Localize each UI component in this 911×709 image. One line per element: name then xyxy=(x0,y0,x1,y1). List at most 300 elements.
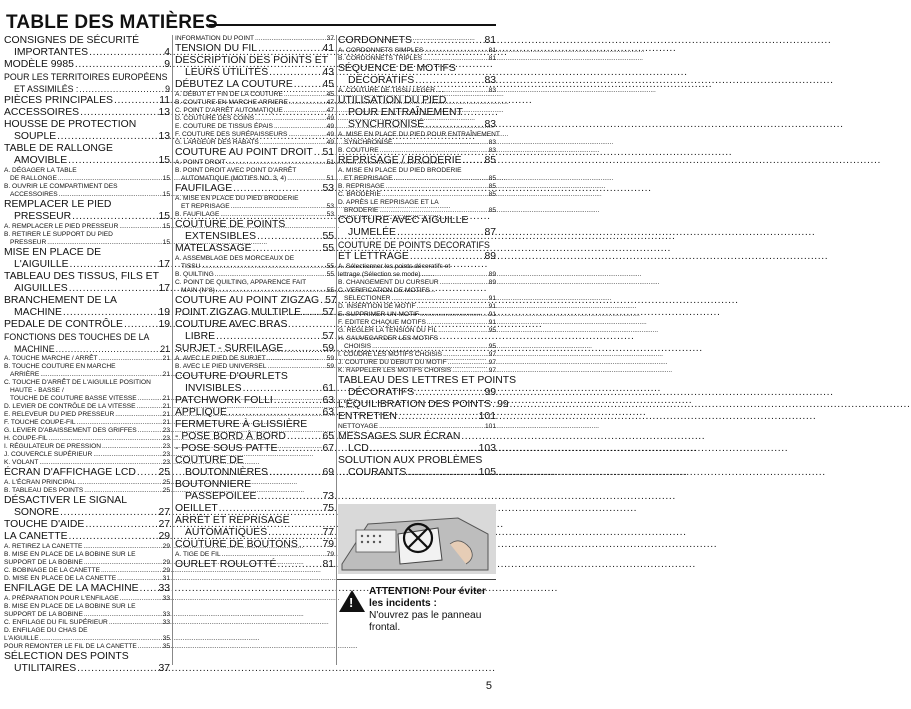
toc-leader-dots xyxy=(75,59,163,71)
toc-entry-page: 21 xyxy=(162,395,170,402)
toc-entry-label: E. COUTURE DE TISSUS ÉPAIS xyxy=(175,123,273,130)
toc-entry-label: C. ENFILAGE DU FIL SUPÉRIEUR xyxy=(4,619,108,626)
toc-entry-label: B. CHANGEMENT DU CURSEUR xyxy=(338,279,439,286)
toc-leader-dots xyxy=(59,191,162,199)
toc-entry-label: CORDONNETS xyxy=(338,35,412,46)
toc-leader-dots xyxy=(85,519,157,531)
toc-entry-page: 75 xyxy=(322,503,334,514)
toc-entry xyxy=(338,107,496,119)
toc-entry xyxy=(4,387,170,395)
toc-entry-label: HOUSSE DE PROTECTION xyxy=(4,119,137,130)
toc-entry-page: 49 xyxy=(326,123,334,130)
toc-entry-label: ÉCRAN D'AFFICHAGE LCD xyxy=(4,467,136,478)
toc-entry xyxy=(175,211,334,219)
toc-entry xyxy=(175,443,334,455)
toc-entry-page: 83 xyxy=(488,147,496,154)
toc-entry-label: ET REPRISAGE xyxy=(344,175,393,182)
toc-entry-page: 45 xyxy=(326,91,334,98)
toc-entry xyxy=(338,271,496,279)
toc-entry xyxy=(4,155,170,167)
toc-entry-page: 85 xyxy=(488,183,496,190)
toc-leader-dots xyxy=(443,351,488,359)
toc-leader-dots xyxy=(77,663,157,675)
toc-entry xyxy=(175,355,334,363)
toc-entry xyxy=(4,199,170,211)
toc-entry-page: 29 xyxy=(158,531,170,542)
toc-entry xyxy=(175,67,334,79)
toc-leader-dots xyxy=(115,411,161,419)
toc-entry xyxy=(175,159,334,167)
toc-entry-page: 25 xyxy=(162,479,170,486)
toc-entry-page: 65 xyxy=(322,431,334,442)
toc-entry xyxy=(175,407,334,419)
toc-entry-label: B. COUTURE EN MARCHE ARRIERE xyxy=(175,99,288,106)
toc-entry-label: C. TOUCHE D'ARRÊT DE L'AIGUILLE POSITION xyxy=(4,379,151,386)
toc-entry-label: lettrage (Sélection se mode) xyxy=(338,271,421,278)
toc-entry-page: 37 xyxy=(326,35,334,42)
toc-leader-dots xyxy=(201,263,325,271)
toc-leader-dots xyxy=(69,531,158,543)
toc-entry-label: OURLET ROULOTTÉ xyxy=(175,559,277,570)
toc-leader-dots xyxy=(84,611,162,619)
toc-leader-dots xyxy=(463,155,484,167)
toc-entry xyxy=(338,375,517,387)
toc-entry-page: 9 xyxy=(164,59,170,70)
toc-entry xyxy=(338,95,496,107)
toc-entry xyxy=(338,251,496,263)
toc-entry xyxy=(175,167,334,175)
toc-entry-page: 47 xyxy=(326,99,334,106)
toc-leader-dots xyxy=(138,643,162,651)
toc-entry-label: B. QUILTING xyxy=(175,271,214,278)
toc-entry-page: 21 xyxy=(162,411,170,418)
toc-entry-label: DE RALLONGE xyxy=(10,175,57,182)
toc-leader-dots xyxy=(233,183,321,195)
toc-entry-page: 33 xyxy=(162,611,170,618)
toc-entry-page: 101 xyxy=(478,411,496,422)
toc-leader-dots xyxy=(39,459,161,467)
toc-entry xyxy=(338,431,496,443)
toc-leader-dots xyxy=(120,595,162,603)
toc-leader-dots xyxy=(320,295,324,307)
toc-entry xyxy=(4,371,170,379)
toc-leader-dots xyxy=(372,343,488,351)
toc-entry-page: 97 xyxy=(488,359,496,366)
toc-leader-dots xyxy=(289,99,326,107)
toc-entry-label: COUTURE AU POINT DROIT xyxy=(175,147,313,158)
toc-entry-label: EXTENSIBLES xyxy=(185,231,257,242)
toc-leader-dots xyxy=(84,559,162,567)
toc-leader-dots xyxy=(410,251,484,263)
toc-leader-dots xyxy=(274,123,326,131)
toc-column-1 xyxy=(4,35,170,697)
toc-entry xyxy=(175,307,334,319)
toc-entry xyxy=(4,487,170,495)
toc-leader-dots xyxy=(438,327,487,335)
toc-entry-label: AMOVIBLE xyxy=(14,155,68,166)
toc-entry-page: 57 xyxy=(325,295,337,306)
toc-entry-label: COUTURE AVEC AIGUILLE xyxy=(338,215,469,226)
toc-entry-page: 33 xyxy=(162,595,170,602)
toc-entry-page: 11 xyxy=(159,95,170,106)
toc-entry-label: D. LEVIER DE CONTRÔLE DE LA VITESSE xyxy=(4,403,136,410)
toc-entry xyxy=(175,527,334,539)
toc-leader-dots xyxy=(382,191,488,199)
toc-entry-label: PATCHWORK FOLLI xyxy=(175,395,273,406)
toc-entry xyxy=(175,183,334,195)
toc-entry xyxy=(338,399,509,411)
toc-entry-page: 81 xyxy=(488,55,496,62)
toc-entry xyxy=(4,167,170,175)
toc-entry xyxy=(338,227,496,239)
toc-entry-label: SUPPORT DE LA BOBINE xyxy=(4,611,83,618)
toc-entry xyxy=(4,191,170,199)
toc-entry-label: PASSEPOILEE xyxy=(185,491,257,502)
toc-entry-page: 99 xyxy=(497,399,509,410)
toc-entry-label: A. Sélectionner les points décoratifs et xyxy=(338,263,451,270)
toc-entry xyxy=(4,47,170,59)
toc-entry xyxy=(175,147,334,159)
toc-entry xyxy=(175,503,334,515)
toc-entry xyxy=(338,351,496,359)
toc-entry-label: TABLEAU DES TISSUS, FILS ET xyxy=(4,271,159,282)
toc-leader-dots xyxy=(268,527,321,539)
toc-leader-dots xyxy=(380,147,488,155)
toc-leader-dots xyxy=(56,343,160,355)
toc-entry xyxy=(338,411,496,423)
toc-entry-label: A. TIGE DE FIL xyxy=(175,551,221,558)
toc-entry-label: ENFILAGE DE LA MACHINE xyxy=(4,583,139,594)
toc-leader-dots xyxy=(415,387,483,399)
toc-entry-label: J. COUVERCLE SUPÉRIEUR xyxy=(4,451,93,458)
toc-leader-dots xyxy=(101,567,162,575)
toc-entry-label: LIBRE xyxy=(185,331,216,342)
toc-leader-dots xyxy=(83,543,161,551)
toc-entry xyxy=(175,219,334,231)
toc-entry-page: 81 xyxy=(322,559,334,570)
toc-entry-page: 19 xyxy=(158,319,170,330)
toc-entry-label: TOUCHE D'AIDE xyxy=(4,519,85,530)
toc-entry xyxy=(338,139,496,147)
toc-leader-dots xyxy=(40,635,162,643)
toc-leader-dots xyxy=(425,119,483,131)
toc-entry-page: 63 xyxy=(322,407,334,418)
toc-entry xyxy=(4,343,170,355)
toc-entry xyxy=(4,467,170,479)
toc-entry xyxy=(338,287,496,295)
toc-leader-dots xyxy=(421,271,487,279)
toc-entry-label: A. COUTURE DE TISSU LEGER xyxy=(338,87,435,94)
toc-entry-page: 51 xyxy=(326,175,334,182)
toc-entry xyxy=(175,383,334,395)
toc-entry-page: 79 xyxy=(322,539,334,550)
toc-leader-dots xyxy=(109,619,162,627)
toc-entry xyxy=(4,319,170,331)
toc-entry xyxy=(338,47,496,55)
toc-leader-dots xyxy=(398,411,478,423)
toc-leader-dots xyxy=(415,75,483,87)
toc-entry-page: 21 xyxy=(162,419,170,426)
toc-entry-label: SELECTIONER xyxy=(344,295,391,302)
toc-entry-label: MATELASSAGE xyxy=(175,243,252,254)
toc-entry xyxy=(175,363,334,371)
toc-entry-page: 35 xyxy=(162,635,170,642)
toc-entry-label: B. COUTURE xyxy=(338,147,379,154)
toc-leader-dots xyxy=(70,259,158,271)
toc-leader-dots xyxy=(220,211,325,219)
toc-entry xyxy=(338,467,496,479)
toc-entry-label: A. POINT DROIT xyxy=(175,159,226,166)
toc-entry-label: NETTOYAGE xyxy=(338,423,379,430)
toc-leader-dots xyxy=(379,207,487,215)
toc-entry-page: 73 xyxy=(322,491,334,502)
toc-entry-label: - POSE SOUS PATTE xyxy=(175,443,278,454)
toc-entry-label: A. MISE EN PLACE DU PIED BRODERIE xyxy=(175,195,299,202)
toc-entry-page: 77 xyxy=(322,527,334,538)
toc-entry-label: A. MISE EN PLACE DU PIED BRODERIE xyxy=(338,167,462,174)
toc-entry xyxy=(175,43,334,55)
toc-entry-label: COURANTS xyxy=(348,467,407,478)
toc-entry-label: INVISIBLES xyxy=(185,383,242,394)
toc-entry xyxy=(175,467,334,479)
toc-entry-page: 83 xyxy=(488,87,496,94)
toc-leader-dots xyxy=(243,383,322,395)
toc-entry xyxy=(338,215,496,227)
toc-entry xyxy=(175,55,334,67)
toc-leader-dots xyxy=(68,155,157,167)
toc-entry-page: 59 xyxy=(322,343,334,354)
toc-entry-label: A. REMPLACER LE PIED PRESSEUR xyxy=(4,223,119,230)
column-divider xyxy=(172,35,173,665)
toc-entry-page: 101 xyxy=(484,423,496,430)
toc-leader-dots xyxy=(424,47,487,55)
toc-entry-page: 21 xyxy=(162,371,170,378)
toc-entry-label: UTILITAIRES xyxy=(14,663,77,674)
toc-leader-dots xyxy=(138,395,162,403)
toc-entry xyxy=(4,95,170,107)
toc-entry-label: LEURS UTILITÉS xyxy=(185,67,269,78)
toc-entry-page: 55 xyxy=(326,287,334,294)
toc-entry-page: 61 xyxy=(322,383,334,394)
toc-leader-dots xyxy=(114,95,158,107)
toc-entry xyxy=(338,239,496,251)
toc-leader-dots xyxy=(58,175,162,183)
toc-leader-dots xyxy=(436,87,488,95)
toc-entry-label: FERMETURE À GLISSIÈRE xyxy=(175,419,308,430)
toc-entry xyxy=(4,575,170,583)
toc-entry-label: G. LARGEUR DES RABATS xyxy=(175,139,259,146)
toc-entry-label: A. AVEC LE PIED DE SURJET xyxy=(175,355,266,362)
toc-entry xyxy=(4,403,170,411)
toc-leader-dots xyxy=(226,159,325,167)
toc-entry-label: SUPPORT DE LA BOBINE xyxy=(4,559,83,566)
toc-entry-label: COUTURE DE POINTS xyxy=(175,219,286,230)
toc-entry-label: APPLIQUE xyxy=(175,407,227,418)
toc-entry-label: L'AIGUILLE xyxy=(14,259,69,270)
toc-leader-dots xyxy=(267,355,326,363)
toc-entry-page: 31 xyxy=(162,575,170,582)
toc-entry-label: POUR REMONTER LE FIL DE LA CANETTE xyxy=(4,643,137,650)
toc-entry-label: ACCESSOIRES xyxy=(4,107,80,118)
toc-entry-label: C. BRODERIE xyxy=(338,191,381,198)
toc-leader-dots xyxy=(294,79,322,91)
toc-entry-page: 89 xyxy=(488,271,496,278)
toc-entry-page: 85 xyxy=(484,155,496,166)
toc-entry-label: CHOISIS xyxy=(344,343,372,350)
toc-leader-dots xyxy=(284,91,326,99)
toc-entry-page: 83 xyxy=(484,75,496,86)
toc-entry xyxy=(4,543,170,551)
toc-entry xyxy=(338,443,496,455)
toc-entry xyxy=(4,223,170,231)
toc-entry xyxy=(175,479,334,491)
toc-entry-page: 43 xyxy=(322,67,334,78)
toc-entry-label: OEILLET xyxy=(175,503,218,514)
toc-entry-label: D. APRÈS LE REPRISAGE ET LA xyxy=(338,199,439,206)
toc-entry-page: 51 xyxy=(322,147,334,158)
toc-entry xyxy=(175,123,334,131)
toc-entry xyxy=(338,207,496,215)
toc-entry-page: 41 xyxy=(322,43,334,54)
toc-entry-label: TABLEAU DES LETTRES ET POINTS xyxy=(338,375,517,386)
toc-entry xyxy=(175,279,334,287)
toc-entry-label: ARRÊT ET REPRISAGE xyxy=(175,515,290,526)
toc-entry-page: 97 xyxy=(488,367,496,374)
toc-entry xyxy=(175,343,334,355)
toc-entry xyxy=(175,195,334,203)
toc-entry-label: B. MISE EN PLACE DE LA BOBINE SUR LE xyxy=(4,603,136,610)
toc-entry-label: B. TABLEAU DES POINTS xyxy=(4,487,84,494)
toc-entry-label: CONSIGNES DE SÉCURITÉ xyxy=(4,35,140,46)
toc-entry-page: 91 xyxy=(488,295,496,302)
toc-entry-page: 91 xyxy=(488,303,496,310)
toc-entry-page: 79 xyxy=(326,551,334,558)
toc-entry-label: LA CANETTE xyxy=(4,531,68,542)
toc-leader-dots xyxy=(448,359,488,367)
toc-entry-page: 103 xyxy=(478,443,496,454)
toc-entry-label: D. INSERTION DE MOTIF xyxy=(338,303,416,310)
toc-entry-label: A. DÉBUT ET FIN DE LA COUTURE xyxy=(175,91,283,98)
toc-entry xyxy=(338,35,496,47)
toc-entry-label: AUTOMATIQUE (MOTIFS NO. 3, 4) xyxy=(181,175,287,182)
toc-entry-page: 25 xyxy=(162,487,170,494)
toc-entry xyxy=(4,427,170,435)
toc-entry xyxy=(4,551,170,559)
toc-entry xyxy=(4,59,170,71)
toc-entry xyxy=(338,167,496,175)
toc-entry xyxy=(175,395,334,407)
toc-leader-dots xyxy=(119,223,161,231)
toc-entry-page: 23 xyxy=(162,435,170,442)
toc-entry xyxy=(338,147,496,155)
toc-leader-dots xyxy=(215,271,326,279)
toc-entry-label: IMPORTANTES xyxy=(14,47,89,58)
toc-entry-label: B. POINT DROIT AVEC POINT D'ARRÊT xyxy=(175,167,297,174)
toc-entry xyxy=(338,279,496,287)
toc-entry-label: DÉCORATIFS xyxy=(348,75,415,86)
toc-leader-dots xyxy=(89,47,163,59)
toc-leader-dots xyxy=(255,115,326,123)
toc-entry xyxy=(4,627,170,635)
toc-entry xyxy=(4,183,170,191)
toc-leader-dots xyxy=(277,559,321,571)
sewing-machine-illustration xyxy=(338,504,496,574)
toc-entry xyxy=(175,295,337,307)
toc-entry-page: 17 xyxy=(158,283,170,294)
toc-entry-label: SONORE xyxy=(14,507,60,518)
toc-entry xyxy=(338,327,496,335)
toc-leader-dots xyxy=(278,443,321,455)
toc-entry xyxy=(4,295,170,307)
toc-entry xyxy=(4,619,170,627)
toc-entry-page: 21 xyxy=(162,403,170,410)
toc-leader-dots xyxy=(216,331,321,343)
toc-entry xyxy=(4,71,170,83)
toc-entry-label: TABLE DE RALLONGE xyxy=(4,143,113,154)
toc-entry-label: C. BOBINAGE DE LA CANETTE xyxy=(4,567,100,574)
toc-entry xyxy=(175,139,334,147)
toc-entry-label: D. ENFILAGE DU CHAS DE xyxy=(4,627,88,634)
toc-entry-label: DÉBUTEZ LA COUTURE xyxy=(175,79,293,90)
toc-entry-label: B. MISE EN PLACE DE LA BOBINE SUR LE xyxy=(4,551,136,558)
toc-leader-dots xyxy=(60,507,157,519)
toc-leader-dots xyxy=(274,395,322,407)
toc-entry xyxy=(4,331,170,343)
toc-entry-page: 15 xyxy=(162,223,170,230)
toc-entry-label: MESSAGES SUR ÉCRAN xyxy=(338,431,461,442)
toc-entry xyxy=(175,431,334,443)
toc-entry-page: 29 xyxy=(162,543,170,550)
toc-entry xyxy=(338,303,496,311)
toc-entry-page: 23 xyxy=(162,459,170,466)
toc-entry-label: K. VOLANT xyxy=(4,459,39,466)
toc-leader-dots xyxy=(370,443,478,455)
toc-entry xyxy=(4,411,170,419)
toc-leader-dots xyxy=(492,399,496,411)
toc-entry-page: 91 xyxy=(488,311,496,318)
toc-entry-page: 15 xyxy=(162,191,170,198)
toc-leader-dots xyxy=(99,355,162,363)
toc-leader-dots xyxy=(386,183,488,191)
toc-entry-page: 27 xyxy=(158,519,170,530)
toc-entry-label: PRESSEUR xyxy=(14,211,72,222)
toc-entry-label: SOUPLE xyxy=(14,131,57,142)
toc-entry-label: PEDALE DE CONTRÔLE xyxy=(4,319,123,330)
toc-entry-page: 57 xyxy=(322,331,334,342)
toc-entry xyxy=(175,551,334,559)
toc-leader-dots xyxy=(117,575,162,583)
toc-leader-dots xyxy=(260,139,326,147)
toc-leader-dots xyxy=(124,319,157,331)
toc-entry xyxy=(338,367,496,375)
toc-entry xyxy=(175,175,334,183)
toc-entry xyxy=(4,119,170,131)
toc-entry-label: SÉLECTION DES POINTS xyxy=(4,651,129,662)
toc-entry xyxy=(175,203,334,211)
toc-leader-dots xyxy=(268,363,326,371)
toc-leader-dots xyxy=(77,479,161,487)
toc-entry-label: MODÈLE 9985 xyxy=(4,59,74,70)
toc-entry xyxy=(4,271,170,283)
toc-entry-label: L'ÉQUILIBRATION DES POINTS xyxy=(338,399,492,410)
toc-entry-label: BRODERIE xyxy=(344,207,379,214)
toc-entry-label: ARRIÈRE xyxy=(10,371,40,378)
toc-entry-label: COUTURE D'OURLETS xyxy=(175,371,288,382)
toc-entry xyxy=(175,255,334,263)
toc-leader-dots xyxy=(72,211,157,223)
toc-entry-label: PRESSEUR xyxy=(10,239,47,246)
toc-entry xyxy=(338,199,496,207)
